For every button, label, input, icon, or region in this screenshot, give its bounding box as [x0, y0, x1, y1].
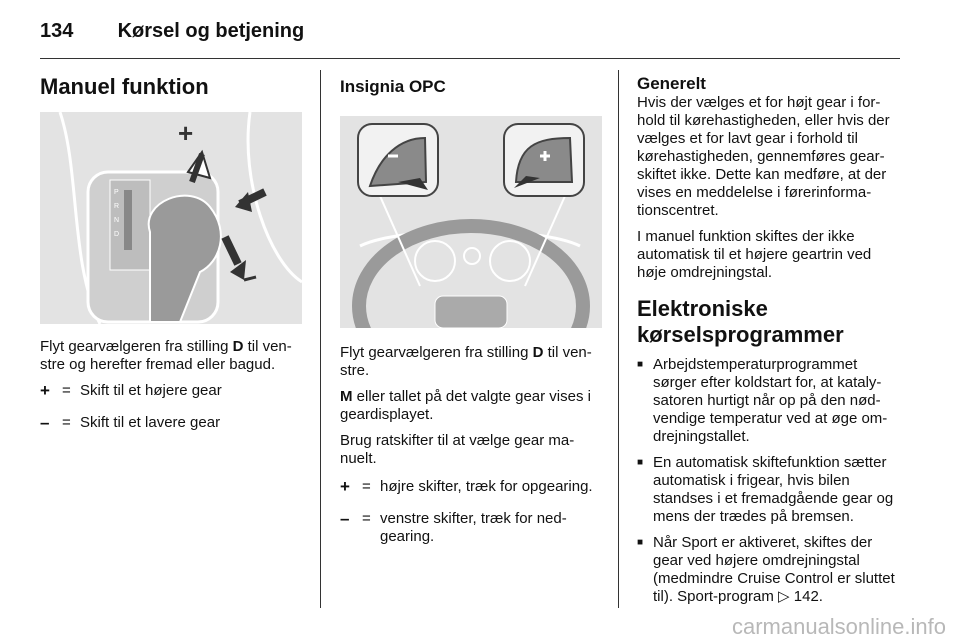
- plus-symbol: +: [340, 477, 350, 496]
- steering-wheel-drawing: [340, 116, 602, 328]
- opc-instruction-2: M eller tallet på det valgte gear vises i geardisplayet.: [340, 388, 591, 423]
- programs-list: [637, 356, 903, 606]
- gear-selector-drawing: [40, 112, 302, 324]
- definition-row-minus: – = Skift til et lavere gear: [40, 414, 306, 432]
- column-divider-1: [320, 70, 321, 608]
- plus-symbol: +: [40, 381, 50, 400]
- general-paragraph-2: I manuel funktion skiftes der ikke automatisk til et højere geartrin ved høje omdrejningstal.: [637, 228, 872, 281]
- minus-symbol: –: [40, 413, 50, 432]
- definition-row-plus: + = højre skifter, træk for opgearing.: [340, 478, 604, 496]
- bullet-square-icon: ■: [637, 457, 644, 468]
- opc-instruction-1: Flyt gearvælgeren fra stilling D til venstre.: [340, 344, 592, 379]
- definition-text: højre skifter, træk for opgearing.: [380, 478, 593, 495]
- chapter-title: Kørsel og betjening: [117, 20, 305, 42]
- list-item: ■ En automatisk skiftefunktion sætter automatisk i frigear, hvis bilen standses i et fremadgående gear og mens der trædes på bremsen.: [637, 454, 894, 525]
- column-divider-2: [618, 70, 619, 608]
- definition-text: Skift til et lavere gear: [80, 414, 221, 431]
- general-paragraph-1: Hvis der vælges et for højt gear i forhold til kørehastigheden, eller hvis der vælges et for lavt gear i forhold til kørehastigheden, gennemføres gearskiftet ikke. Dette kan medføre, at der vises en meddelelse i førerinformationscentret.: [637, 94, 890, 219]
- svg-text:R: R: [114, 203, 120, 210]
- watermark: carmanualsonline.info: [731, 614, 946, 639]
- definition-text: Skift til et højere gear: [80, 382, 222, 399]
- bullet-square-icon: ■: [637, 359, 644, 370]
- svg-text:P: P: [114, 189, 119, 196]
- gear-selector-illustration: [40, 112, 302, 324]
- list-item: ■ Arbejdstemperaturprogrammet sørger efter koldstart for, at katalysatoren hurtigt når op på den nødvendige temperatur ved at øge omdrejningstallet.: [637, 356, 888, 445]
- definition-row-plus: + = Skift til et højere gear: [40, 382, 306, 400]
- triangle-reference-icon[interactable]: ▷: [778, 588, 790, 605]
- page-number: 134: [40, 20, 74, 42]
- column-general: [637, 74, 903, 614]
- section-heading-general: Generelt: [637, 74, 706, 93]
- definition-row-minus: – = venstre skifter, træk for nedgearing.: [340, 510, 604, 546]
- paddle-shifter-illustration: [340, 116, 602, 328]
- section-heading-manual: Manuel funktion: [40, 74, 209, 99]
- column-insignia-opc: [340, 74, 604, 560]
- page-reference-link[interactable]: 142.: [789, 588, 823, 605]
- list-item: ■ Når Sport er aktiveret, skiftes der gear ved højere omdrejningstal (medmindre Cruise Control er sluttet til). Sport-program ▷ 142.: [637, 534, 895, 605]
- section-heading-programs: Elektroniske kørselsprogrammer: [637, 296, 844, 347]
- minus-symbol: –: [340, 509, 350, 528]
- column-manual-mode: [40, 74, 306, 446]
- svg-text:D: D: [114, 231, 120, 238]
- section-heading-opc: Insignia OPC: [340, 77, 446, 96]
- svg-text:N: N: [114, 217, 120, 224]
- manual-instruction: Flyt gearvælgeren fra stilling D til venstre og herefter fremad eller bagud.: [40, 338, 292, 373]
- definition-text: venstre skifter, træk for nedgearing.: [380, 510, 567, 545]
- page-header: [40, 20, 304, 43]
- bullet-square-icon: ■: [637, 537, 644, 548]
- opc-instruction-3: Brug ratskifter til at vælge gear manuelt.: [340, 432, 575, 467]
- svg-text:+: +: [178, 118, 194, 148]
- header-rule: [40, 58, 900, 59]
